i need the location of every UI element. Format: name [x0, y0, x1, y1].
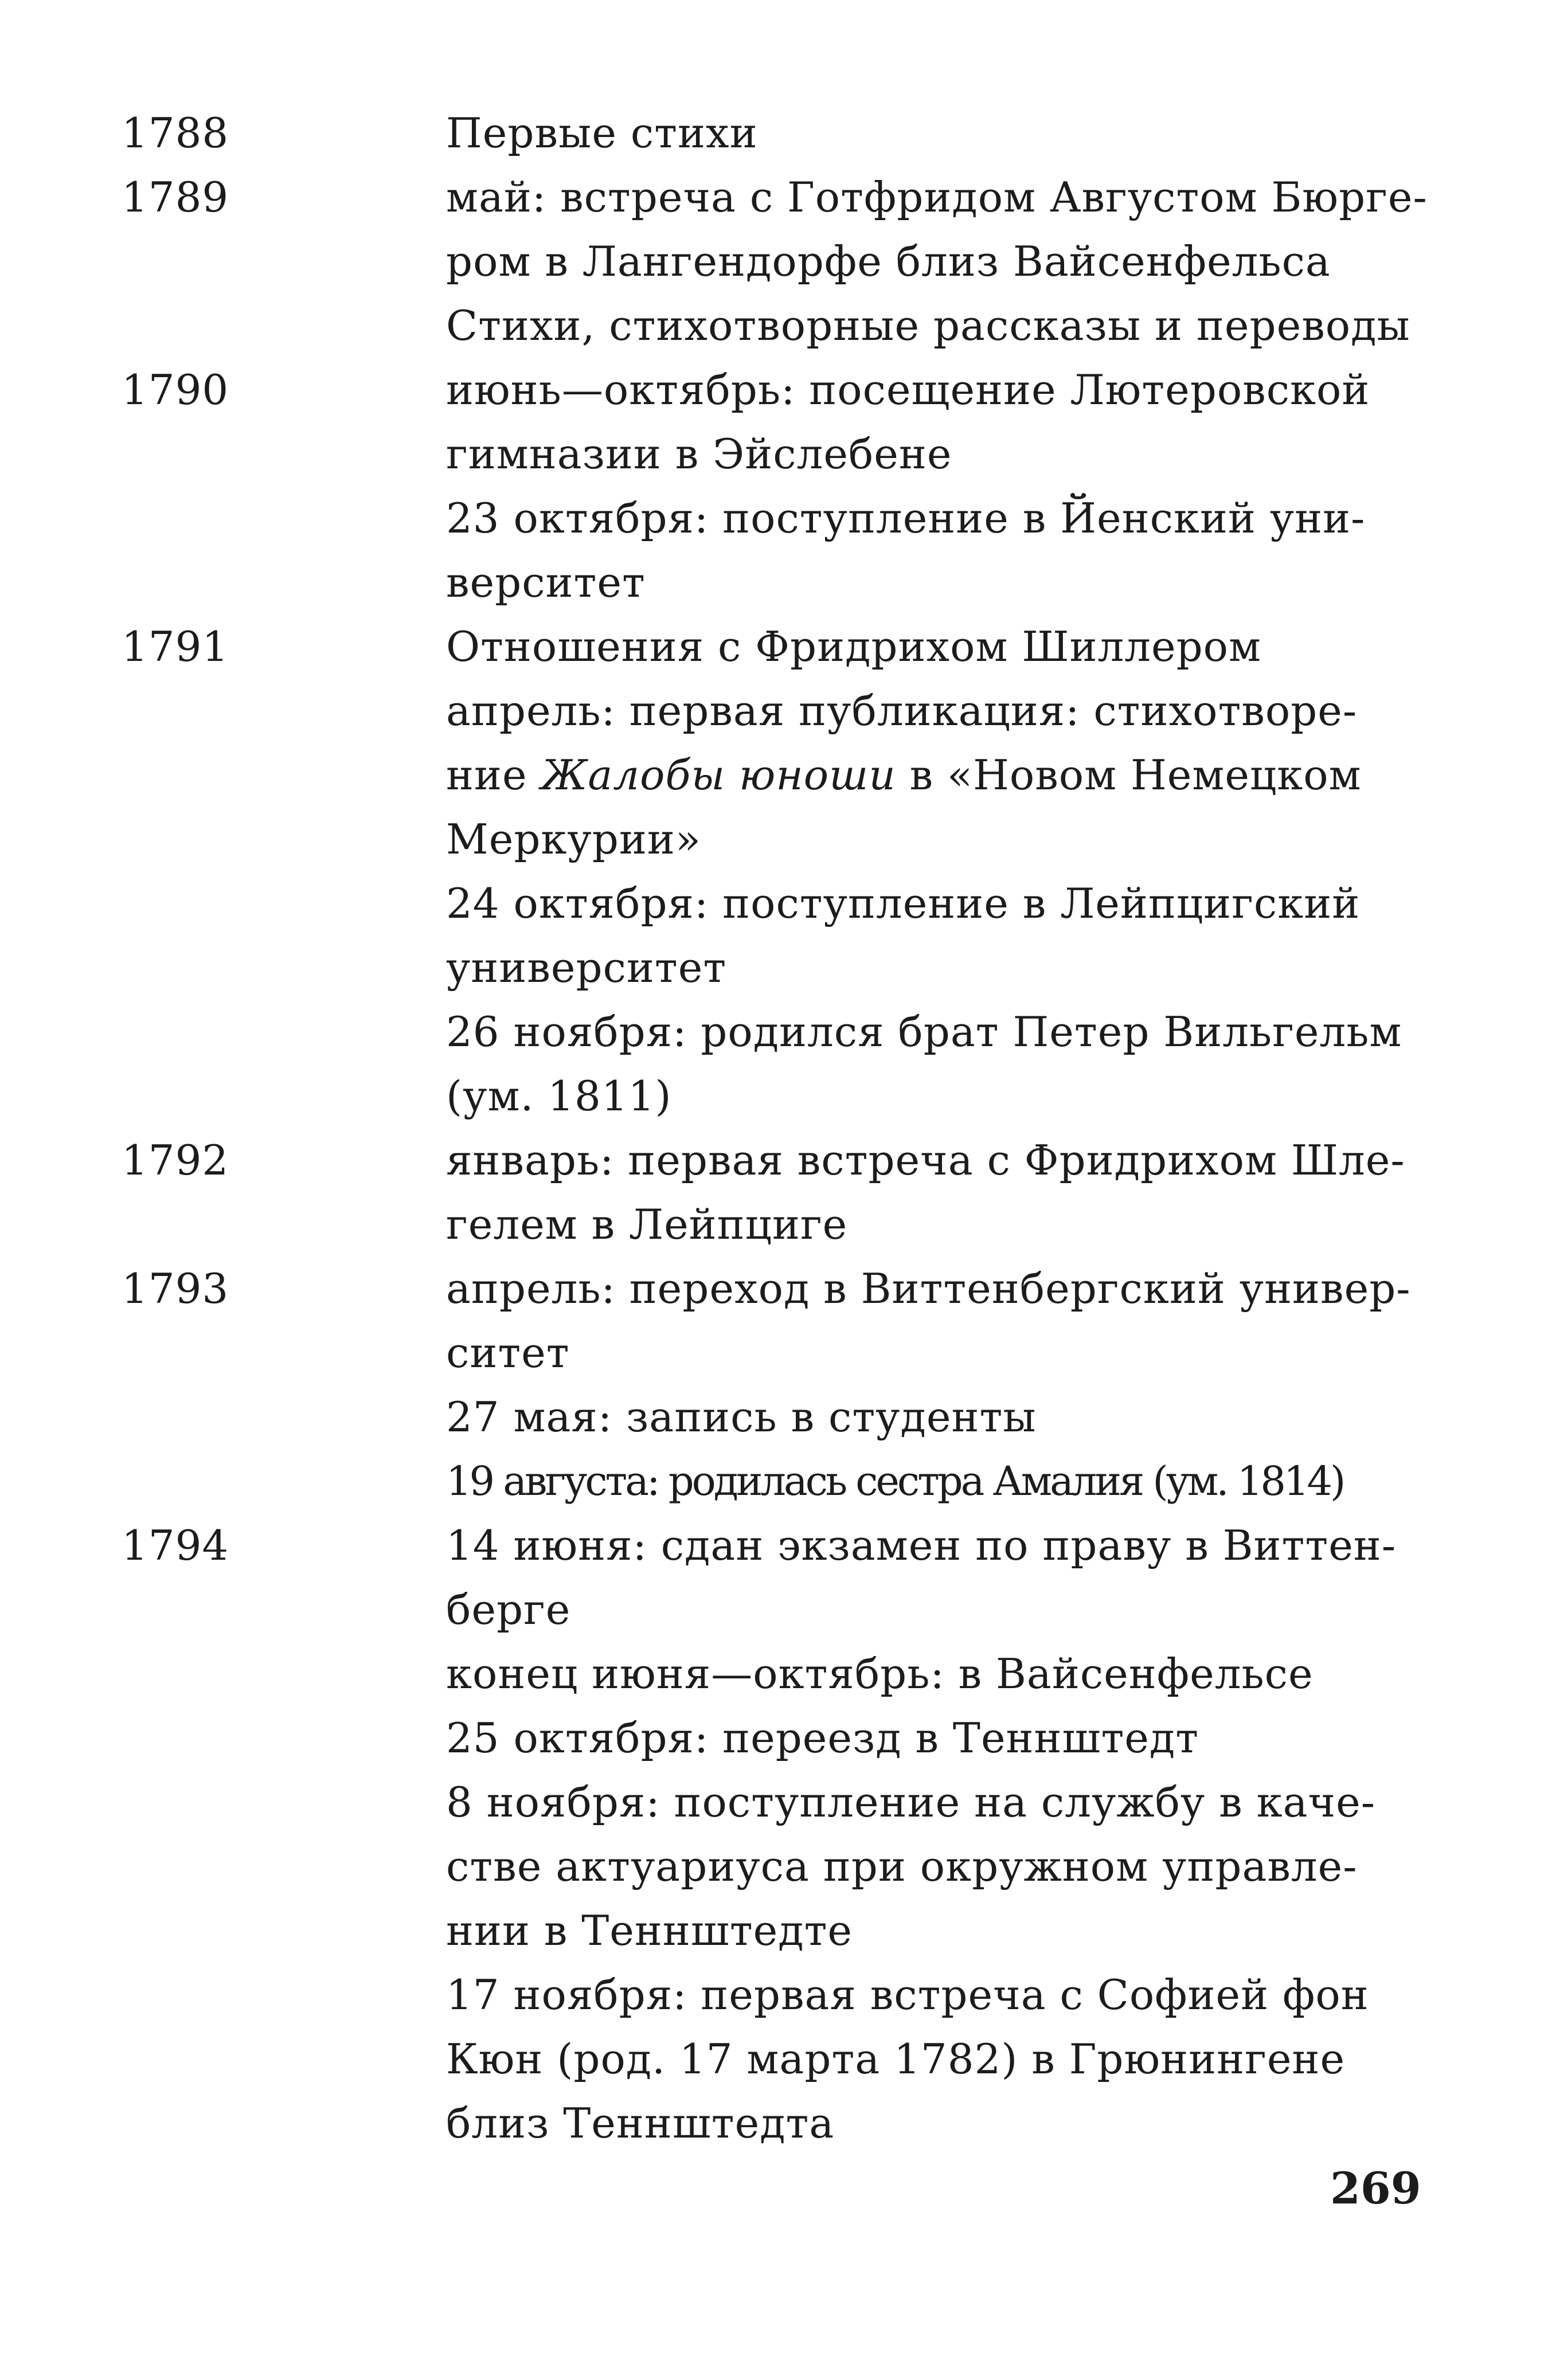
timeline-entry-line: май: встреча с Готфридом Августом Бюрге- [446, 173, 1428, 221]
timeline-entry-line: Стихи, стихотворные рассказы и переводы [446, 302, 1410, 350]
timeline-entry-line: 26 ноября: родился брат Петер Вильгельм [446, 1008, 1402, 1056]
timeline-entry-line: гелем в Лейпциге [446, 1200, 848, 1248]
timeline-entry-line: верситет [446, 558, 646, 606]
year-label: 1793 [122, 1265, 229, 1313]
year-label: 1791 [122, 623, 229, 671]
timeline-entry-line: 14 июня: сдан экзамен по праву в Виттен- [446, 1521, 1397, 1569]
text-run: в «Новом Немецком [896, 751, 1362, 799]
year-label: 1788 [122, 109, 229, 157]
timeline-entry-line: 24 октября: поступление в Лейпцигский [446, 879, 1361, 927]
year-label: 1794 [122, 1521, 229, 1569]
page-number: 269 [1330, 2163, 1421, 2214]
timeline-entry-line: гимназии в Эйслебене [446, 430, 952, 478]
timeline-entry-line: Отношения с Фридрихом Шиллером [446, 623, 1262, 671]
work-title: Жалобы юноши [541, 751, 896, 799]
timeline-entry-line: 17 ноября: первая встреча с Софией фон [446, 1971, 1369, 2019]
timeline-entry-line: (ум. 1811) [446, 1072, 672, 1120]
timeline-entry-line: университет [446, 944, 727, 992]
timeline-entry-line: 8 ноября: поступление на службу в каче- [446, 1778, 1376, 1826]
timeline-entry-line: 27 мая: запись в студенты [446, 1393, 1037, 1441]
timeline-entry-line: Кюн (род. 17 марта 1782) в Грюнингене [446, 2035, 1346, 2083]
timeline-entry-line: июнь—октябрь: посещение Лютеровской [446, 366, 1370, 414]
timeline-entry-line: апрель: первая публикация: стихотворе- [446, 687, 1358, 735]
text-run: ние [446, 751, 541, 799]
timeline-entry-line: 25 октября: переезд в Теннштедт [446, 1714, 1199, 1762]
timeline-entry-line: 19 августа: родилась сестра Амалия (ум. 1814) [446, 1458, 1344, 1505]
timeline-entry-line: берге [446, 1586, 571, 1634]
timeline-entry-line: близ Теннштедта [446, 2099, 835, 2147]
timeline-entry-line: стве актуариуса при окружном управле- [446, 1842, 1358, 1890]
timeline-entry-line: нии в Теннштедте [446, 1907, 853, 1955]
timeline-entry-line: ром в Лангендорфе близ Вайсенфельса [446, 237, 1331, 285]
timeline-entry-line: январь: первая встреча с Фридрихом Шле- [446, 1136, 1405, 1184]
timeline-entry-line: Меркурии» [446, 815, 701, 863]
year-label: 1792 [122, 1136, 229, 1184]
year-label: 1789 [122, 173, 229, 221]
timeline-entry-line [446, 743, 1362, 807]
timeline-entry-line: конец июня—октябрь: в Вайсенфельсе [446, 1650, 1314, 1698]
timeline-entry-line: Первые стихи [446, 109, 758, 157]
timeline-entry-line: апрель: переход в Виттенбергский универ- [446, 1265, 1411, 1313]
timeline-entry-line: ситет [446, 1329, 570, 1377]
timeline-entry-line: 23 октября: поступление в Йенский уни- [446, 494, 1366, 542]
year-label: 1790 [122, 366, 229, 414]
